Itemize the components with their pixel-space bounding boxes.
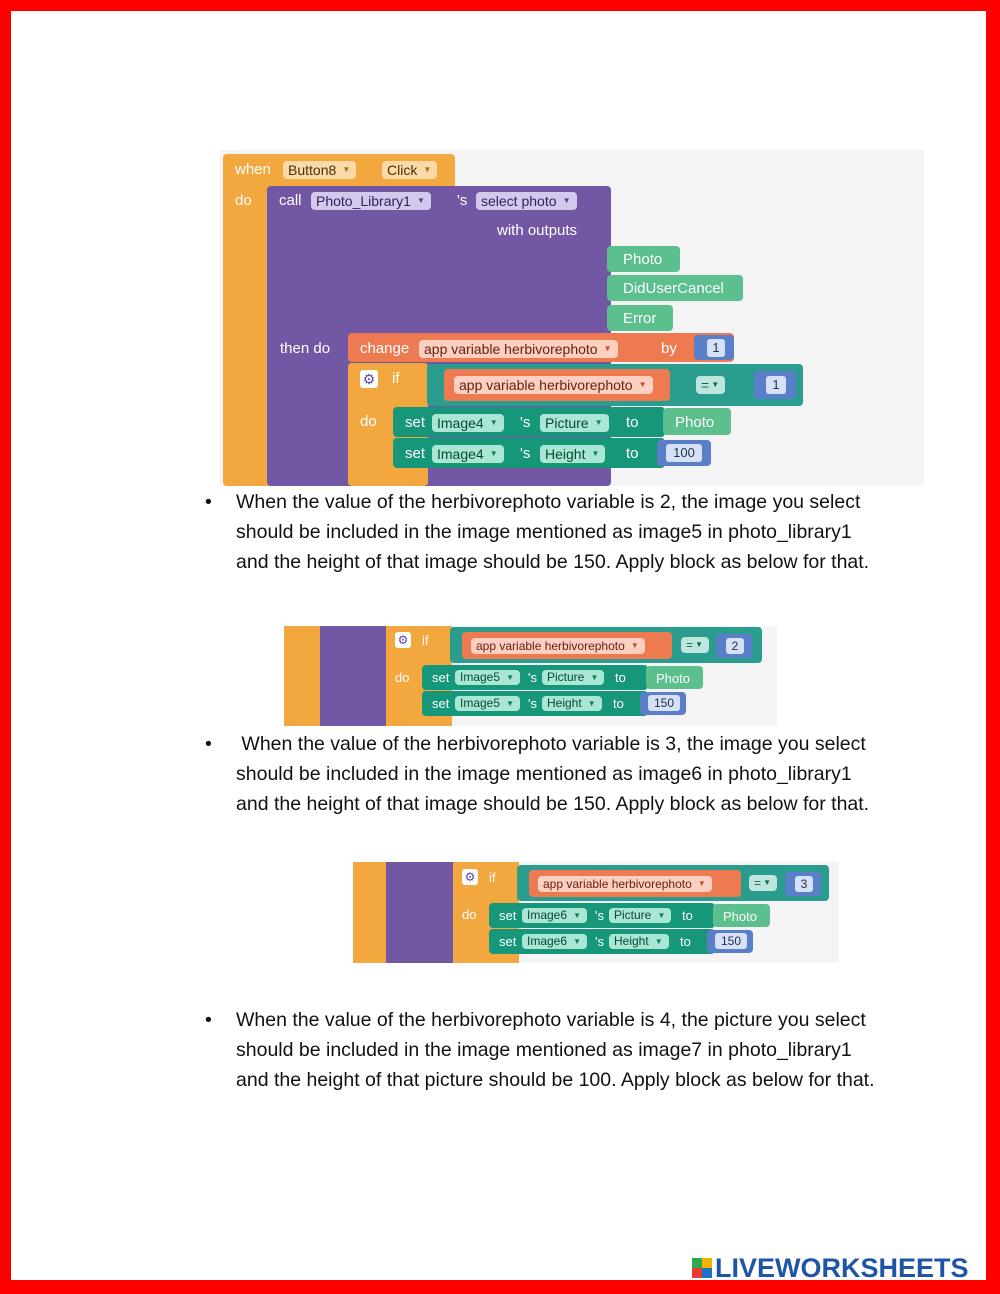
by-value[interactable]: 1 — [707, 339, 725, 357]
gear-icon[interactable]: ⚙ — [395, 632, 411, 648]
with-outputs-label: with outputs — [497, 222, 578, 239]
to-label: to — [682, 908, 693, 923]
possessive-label-2: 's — [520, 414, 531, 431]
possessive-label: 's — [457, 192, 468, 209]
list-item — [205, 1005, 885, 1095]
library-dropdown[interactable]: Photo_Library1 ▼ — [311, 192, 431, 210]
possessive-label-2: 's — [595, 934, 604, 949]
if-label: if — [392, 370, 400, 387]
to-label-2: to — [626, 445, 639, 462]
instruction-list-2 — [205, 729, 885, 819]
code-block-image-1 — [220, 150, 924, 486]
bullet: • — [205, 491, 212, 513]
change-variable-dropdown[interactable]: app variable herbivorephoto ▼ — [419, 340, 618, 358]
equals-operator-dropdown[interactable]: = ▼ — [681, 637, 709, 653]
when-label: when — [235, 161, 271, 178]
instruction-text-2: When the value of the herbivorephoto variable is 3, the image you select should be included in the image mentioned as image6 in photo_library1 and the height of that image should be 150. Apply block as below for that. — [236, 733, 872, 815]
image5-dropdown[interactable]: Image5 ▼ — [455, 670, 520, 685]
image6-dropdown-2[interactable]: Image6 ▼ — [522, 934, 587, 949]
instruction-list-1 — [205, 487, 885, 577]
output-photo: Photo — [607, 246, 680, 272]
do-label: do — [395, 670, 410, 685]
logo-text: LIVEWORKSHEETS — [715, 1253, 969, 1283]
list-item — [205, 487, 885, 577]
instruction-text-1: When the value of the herbivorephoto variable is 2, the image you select should be included in the image mentioned as image5 in photo_library1 and the height of that image should be 150. Apply block as below for that. — [236, 491, 870, 573]
to-label: to — [626, 414, 639, 431]
compare-value[interactable]: 3 — [795, 876, 813, 892]
event-block-edge — [284, 626, 320, 726]
set-label-2: set — [499, 934, 517, 949]
possessive-label-2: 's — [528, 696, 537, 711]
to-label-2: to — [613, 696, 624, 711]
if-variable-dropdown[interactable]: app variable herbivorephoto ▼ — [471, 638, 645, 654]
instruction-text-3: When the value of the herbivorephoto variable is 4, the picture you select should be included in the image mentioned as image7 in photo_library1 and the height of that picture should be 100. Apply block as below for that. — [236, 1009, 875, 1091]
possessive-label: 's — [595, 908, 604, 923]
do-label: do — [462, 907, 477, 922]
output-error: Error — [607, 305, 673, 331]
code-block-image-2 — [284, 626, 777, 726]
image6-dropdown[interactable]: Image6 ▼ — [522, 908, 587, 923]
picture-property-dropdown[interactable]: Picture ▼ — [609, 908, 671, 923]
height-property-dropdown[interactable]: Height ▼ — [609, 934, 669, 949]
if-label: if — [489, 870, 496, 885]
equals-operator-dropdown[interactable]: = ▼ — [749, 875, 777, 891]
code-block-image-3 — [353, 862, 839, 963]
do-label-2: do — [360, 413, 377, 430]
do-label: do — [235, 192, 252, 209]
liveworksheets-logo-icon — [692, 1258, 712, 1278]
then-do-label: then do — [280, 340, 331, 357]
height-value[interactable]: 150 — [715, 933, 747, 949]
height-value[interactable]: 150 — [648, 695, 680, 711]
change-label: change — [360, 340, 410, 357]
set-label-2: set — [405, 445, 426, 462]
event-dropdown[interactable]: Click ▼ — [382, 161, 437, 179]
to-label: to — [615, 670, 626, 685]
height-value[interactable]: 100 — [666, 444, 702, 462]
if-variable-dropdown[interactable]: app variable herbivorephoto ▼ — [454, 376, 653, 394]
call-block-edge — [320, 626, 386, 726]
list-item — [205, 729, 885, 819]
output-didusercancel: DidUserCancel — [607, 275, 743, 301]
gear-icon[interactable]: ⚙ — [462, 869, 478, 885]
call-block-edge — [386, 862, 453, 963]
set-label: set — [405, 414, 426, 431]
component-dropdown[interactable]: Button8 ▼ — [283, 161, 356, 179]
method-dropdown[interactable]: select photo ▼ — [476, 192, 577, 210]
image5-dropdown-2[interactable]: Image5 ▼ — [455, 696, 520, 711]
by-label: by — [661, 340, 677, 357]
possessive-label: 's — [528, 670, 537, 685]
compare-value[interactable]: 2 — [726, 638, 744, 654]
photo-getter-block: Photo — [646, 666, 703, 689]
event-block-edge — [353, 862, 386, 963]
set-label: set — [499, 908, 517, 923]
picture-property-dropdown[interactable]: Picture ▼ — [540, 414, 609, 432]
liveworksheets-logo[interactable] — [692, 1253, 969, 1283]
set-label: set — [432, 670, 450, 685]
height-property-dropdown[interactable]: Height ▼ — [540, 445, 605, 463]
if-label: if — [422, 633, 429, 648]
photo-getter-block: Photo — [713, 904, 770, 927]
possessive-label-3: 's — [520, 445, 531, 462]
set-label-2: set — [432, 696, 450, 711]
to-label-2: to — [680, 934, 691, 949]
image4-dropdown-2[interactable]: Image4 ▼ — [432, 445, 504, 463]
call-label: call — [279, 192, 302, 209]
image4-dropdown[interactable]: Image4 ▼ — [432, 414, 504, 432]
bullet: • — [205, 1009, 212, 1031]
compare-value[interactable]: 1 — [766, 376, 786, 394]
height-property-dropdown[interactable]: Height ▼ — [542, 696, 602, 711]
if-variable-dropdown[interactable]: app variable herbivorephoto ▼ — [538, 876, 712, 892]
picture-property-dropdown[interactable]: Picture ▼ — [542, 670, 604, 685]
bullet: • — [205, 733, 212, 755]
gear-icon[interactable]: ⚙ — [360, 370, 378, 388]
instruction-list-3 — [205, 1005, 885, 1095]
photo-getter-block: Photo — [663, 408, 731, 435]
equals-operator-dropdown[interactable]: = ▼ — [696, 376, 725, 394]
